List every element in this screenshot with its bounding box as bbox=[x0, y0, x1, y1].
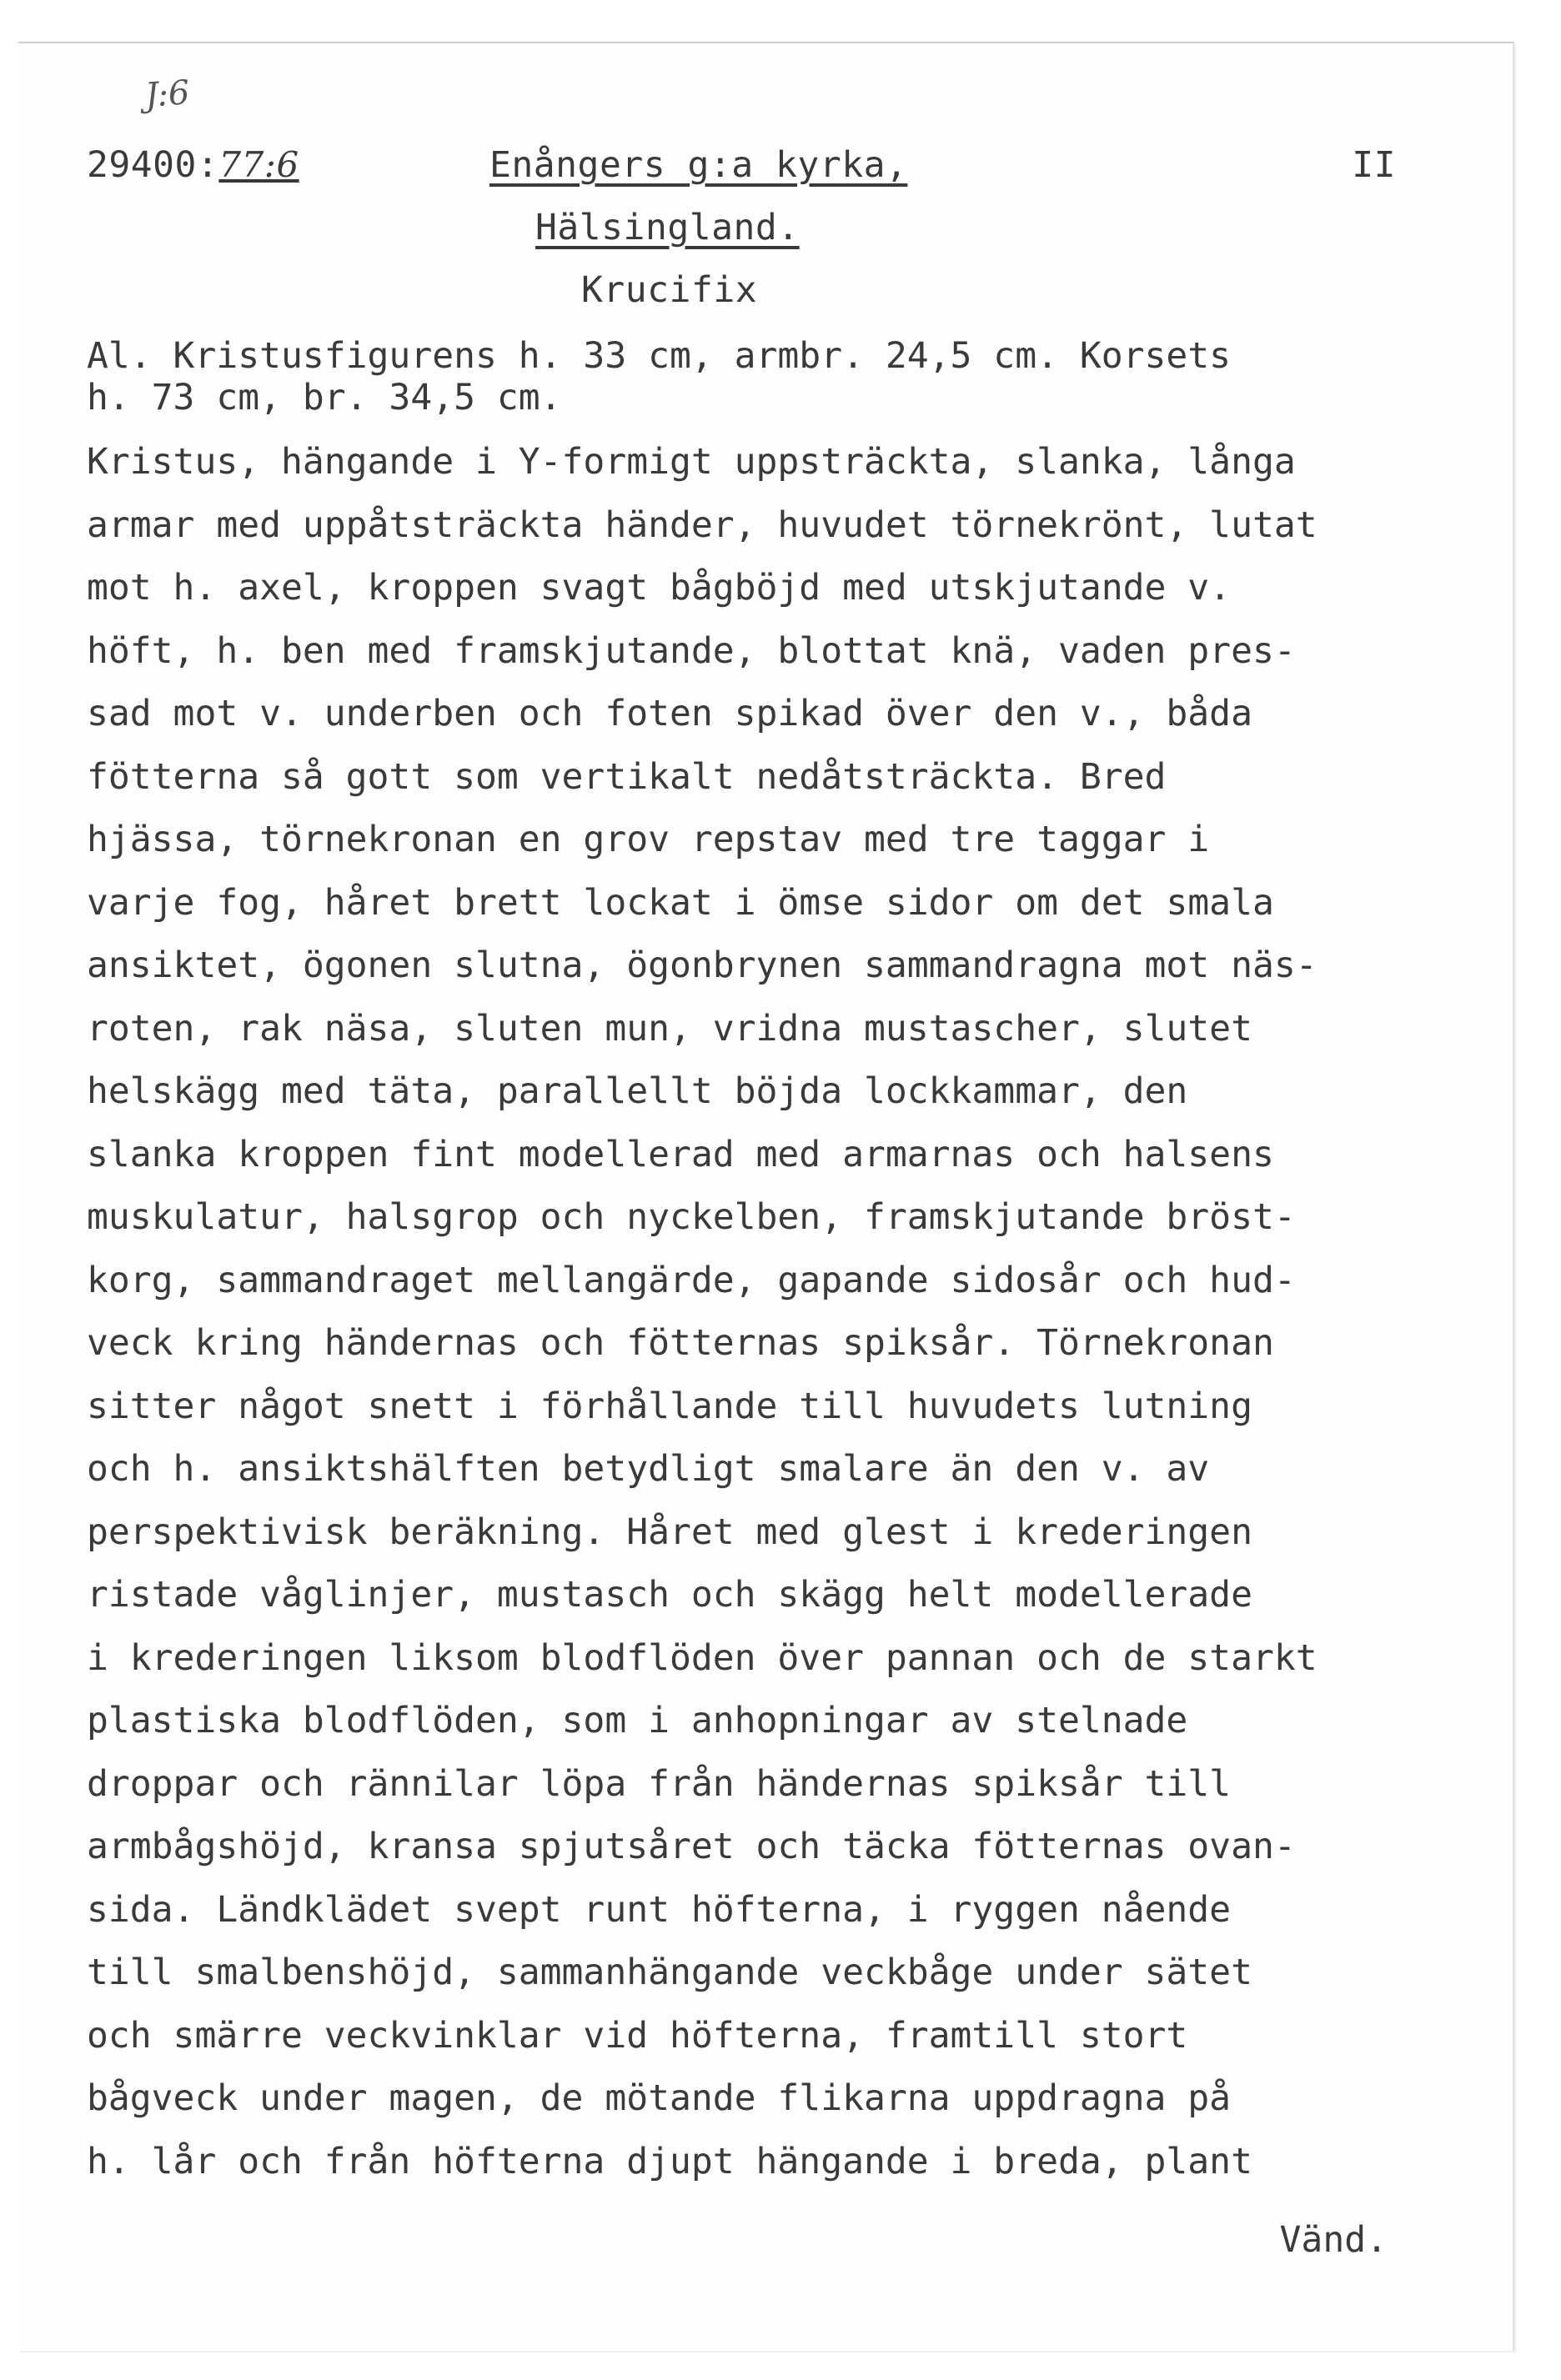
card-number: II bbox=[1352, 144, 1396, 186]
description-text: Kristus, hängande i Y-formigt uppsträckta, slanka, långa armar med uppåtsträckta händer, huvudet törnekrönt, lutat mot h. axel, kroppen svagt bågböjd med utskjutande v. höft, h. ben med framskjutande, blottat knä, vaden pres- sad mot v. underben och foten spikad över den v., båda fötterna så gott som vertikalt nedåtsträckta. Bred hjässa, törnekronan en grov repstav med tre taggar i varje fog, håret brett lockat i ömse sidor om det smala ansiktet, ögonen slutna, ögonbrynen sammandragna mot näs- roten, rak näsa, sluten mun, vridna mustascher, slutet helskägg med täta, parallellt böjda lockkammar, den slanka kroppen fint modellerad med armarnas och halsens muskulatur, halsgrop och nyckelben, framskjutande bröst- korg, sammandraget mellangärde, gapande sidosår och hud- veck kring händernas och fötternas spiksår. Törnekronan sitter något snett i förhållande till huvudets lutning och h. ansiktshälften betydligt smalare än den v. av perspektivisk beräkning. Håret med glest i krederingen ristade våglinjer, mustasch och skägg helt modellerade i krederingen liksom blodflöden över pannan och de starkt plastiska blodflöden, som i anhopningar av stelnade droppar och rännilar löpa från händernas spiksår till armbågshöjd, kransa spjutsåret och täcka fötternas ovan- sida. Ländklädet svept runt höfterna, i ryggen nående till smalbenshöjd, sammanhängande veckbåge under sätet och smärre veckvinklar vid höfterna, framtill stort bågveck under magen, de mötande flikarna uppdragna på h. lår och från höfterna djupt hängande i breda, plant bbox=[87, 441, 1318, 2182]
turn-over-note: Vänd. bbox=[1279, 2219, 1388, 2261]
catalog-card bbox=[18, 42, 1514, 2351]
object-name: Krucifix bbox=[581, 269, 758, 311]
catalog-number bbox=[87, 144, 299, 186]
province-title: Hälsingland. bbox=[535, 207, 800, 248]
church-title: Enångers g:a kyrka, bbox=[489, 144, 908, 186]
handwritten-note: J:6 bbox=[143, 73, 191, 115]
measurements: Al. Kristusfigurens h. 33 cm, armbr. 24,5 cm. Korsets h. 73 cm, br. 34,5 cm. bbox=[87, 335, 1232, 418]
catalog-number-suffix: 77:6 bbox=[218, 144, 299, 185]
catalog-number-prefix: 29400: bbox=[87, 144, 219, 186]
